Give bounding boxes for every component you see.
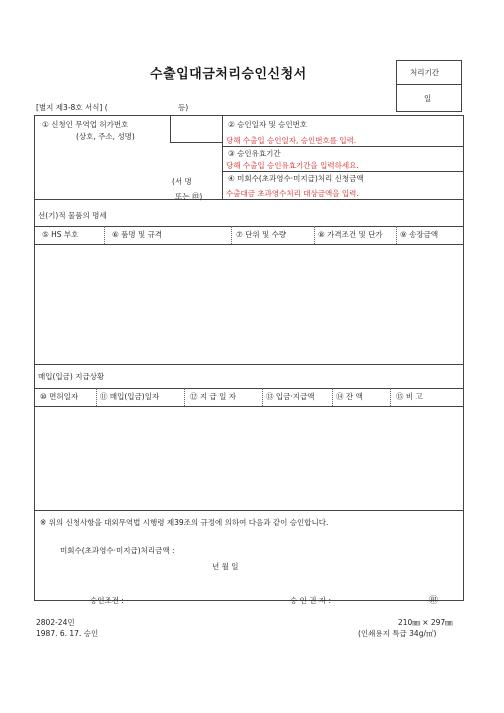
goods-entry-area[interactable]	[34, 244, 464, 364]
applicant-sign: (서 명	[172, 177, 192, 186]
amount-label: ④ 미회수(초과영수·미지급)처리 신청금액	[228, 174, 364, 183]
footer-code: 2802-24민	[36, 618, 75, 627]
footer-paper-size: 210㎜ × 297㎜	[398, 618, 453, 627]
applicant-sub: (상호, 주소, 성명)	[76, 132, 135, 141]
goods-section-label: 선(기)적 물품의 명세	[38, 211, 107, 220]
form-reference: [별지 제3-8호 서식] (	[36, 103, 108, 112]
footer-paper-spec: (인쇄용지 특급 34g/㎡)	[358, 629, 437, 638]
applicant-label: ① 신청인 무역업 허가번호	[42, 120, 129, 129]
approval-validity-label: ③ 승인유효기간	[228, 149, 281, 158]
license-number-field[interactable]	[170, 115, 223, 143]
footer-approval-date: 1987. 6. 17. 승인	[36, 629, 99, 638]
approval-date-label: ② 승인일자 및 승인번호	[228, 120, 308, 129]
payments-col-purchase-date: ⑪ 매입(입금)일자	[100, 392, 160, 401]
approval-condition-label: 승인조건 :	[90, 596, 124, 605]
form-title: 수출입대금처리승인신청서	[150, 67, 307, 82]
payments-col-license-date: ⑩ 면허일자	[40, 392, 79, 401]
approval-statement: ※ 위의 신청사항을 대외무역법 시행령 제39조의 규정에 의하여 다음과 같이 승인합니다.	[40, 518, 329, 527]
amount-note[interactable]: 수출대금 초과영수처리 대상금액을 입력.	[226, 189, 359, 198]
applicant-sign-seal: 또는 ㊞)	[175, 192, 203, 201]
payments-col-balance: ⑭ 잔 액	[336, 392, 363, 401]
processing-period-value: 일	[424, 94, 432, 103]
payments-section-label: 매입(입금) 지급상황	[38, 372, 105, 381]
approval-validity-note[interactable]: 당해 수출입 승인유효기간을 입력하세요.	[226, 161, 359, 170]
payments-entry-area[interactable]	[34, 406, 464, 510]
goods-col-hs-code: ⑤ HS 부호	[42, 230, 79, 239]
seal-mark: ㊞	[429, 596, 439, 606]
processing-period-label: 처리기간	[410, 68, 439, 77]
approval-date-note[interactable]: 당해 수출입 승인일자, 승인번호를 입력.	[226, 136, 357, 145]
payments-col-remarks: ⑮ 비 고	[396, 392, 423, 401]
approval-date-line: 년 월 일	[212, 562, 239, 571]
goods-col-quantity: ⑦ 단위 및 수량	[236, 230, 287, 239]
payments-col-amount: ⑬ 입금·지급액	[266, 392, 315, 401]
goods-col-invoice-amount: ⑨ 송장금액	[400, 230, 439, 239]
approving-authority-label: 승 인 권 자 :	[290, 596, 332, 605]
processed-amount-label: 미회수(초과영수·미지급)처리금액 :	[60, 546, 175, 555]
goods-col-item: ⑥ 품명 및 규격	[112, 230, 163, 239]
payments-col-payment-date: ⑫ 지 급 일 자	[190, 392, 237, 401]
goods-col-price: ⑧ 가격조건 및 단가	[318, 230, 383, 239]
form-reference-tail: 등)	[178, 103, 189, 112]
